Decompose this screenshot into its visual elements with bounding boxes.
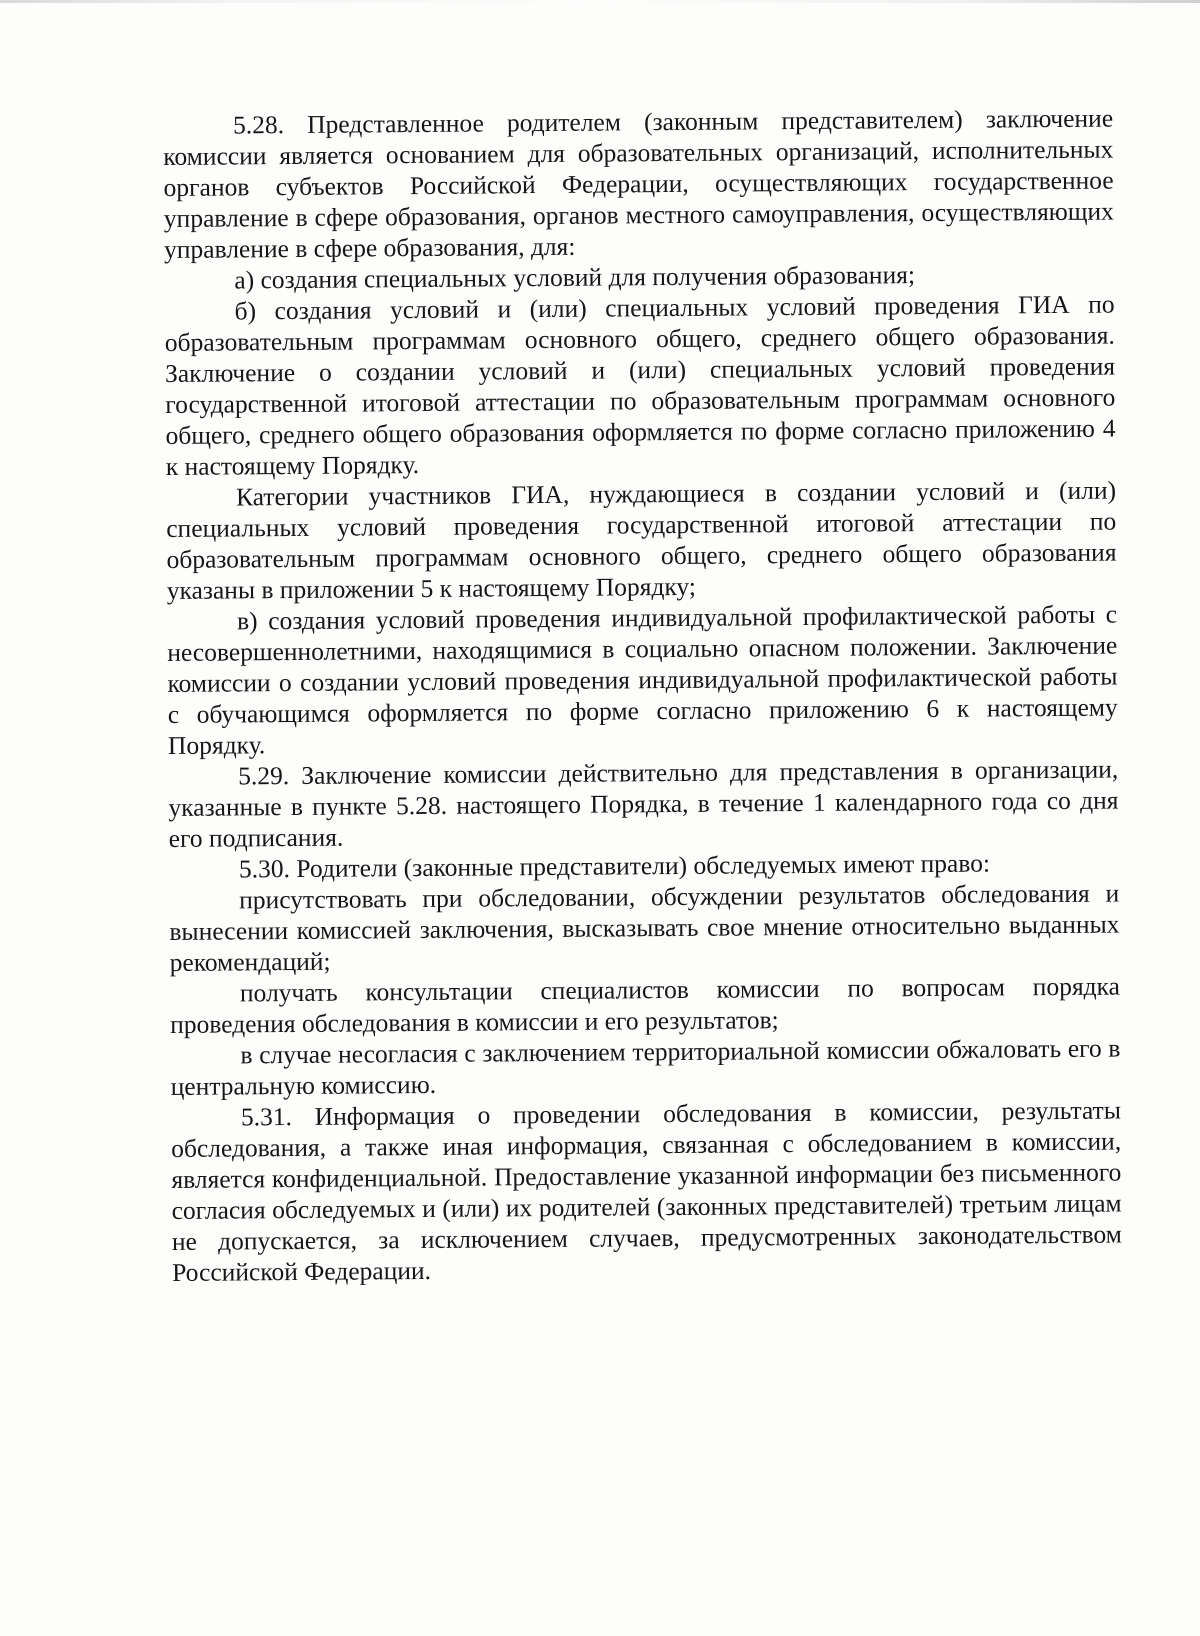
paragraph-5-31: 5.31. Информация о проведении обследования в комиссии, результаты обследования, а также иная информация, связанная с обследованием в комиссии, является конфиденциальной. Предоставление указанной информации без письменного согласия обследуемых и (или) их родителей (законных представителей) третьим лицам не допускается, за исключением случаев, предусмотренных законодательством Российской Федерации. [171,1095,1122,1287]
paragraph-5-28: 5.28. Представленное родителем (законным представителем) заключение комиссии является основанием для образовательных организаций, исполнительных органов субъектов Российской Федерации, осуществляющих государственное управление в сфере образования, органов местного самоуправления, осуществляющих управление в сфере образования, для: [163,103,1114,264]
paragraph-5-28-v: в) создания условий проведения индивидуальной профилактической работы с несовершеннолетними, находящимися в социально опасном положении. Заключение комиссии о создании условий проведения индивидуальной профилактической работы с обучающимся оформляется по форме согласно приложению 6 к настоящему Порядку. [167,599,1118,760]
paragraph-gia-categories: Категории участников ГИА, нуждающиеся в создании условий и (или) специальных условий проведения государственной итоговой аттестации по образовательным программам основного общего, среднего общего образования указаны в приложении 5 к настоящему Порядку; [166,475,1117,605]
paragraph-5-29: 5.29. Заключение комиссии действительно для представления в организации, указанные в пункте 5.28. настоящего Порядка, в течение 1 календарного года со дня его подписания. [168,754,1119,853]
paragraph-5-30-right-2: получать консультации специалистов комиссии по вопросам порядка проведения обследования в комиссии и его результатов; [170,971,1121,1039]
scan-edge [0,0,1200,3]
paragraph-5-30-right-3: в случае несогласия с заключением территориальной комиссии обжаловать его в центральную комиссию. [170,1033,1121,1101]
paragraph-5-30: 5.30. Родители (законные представители) обследуемых имеют право: [238,848,991,884]
paragraph-5-30-right-1: присутствовать при обследовании, обсуждении результатов обследования и вынесении комиссией заключения, высказывать свое мнение относительно выданных рекомендаций; [169,878,1120,977]
document-body [163,103,1122,1288]
paragraph-5-28-b: б) создания условий и (или) специальных условий проведения ГИА по образовательным программам основного общего, среднего общего образования. Заключение о создании условий и (или) специальных условий проведения государственной итоговой аттестации по образовательным программам основного общего, среднего общего образования оформляется по форме согласно приложению 4 к настоящему Порядку. [164,289,1116,481]
paragraph-5-28-a: а) создания специальных условий для получения образования; [234,260,916,295]
